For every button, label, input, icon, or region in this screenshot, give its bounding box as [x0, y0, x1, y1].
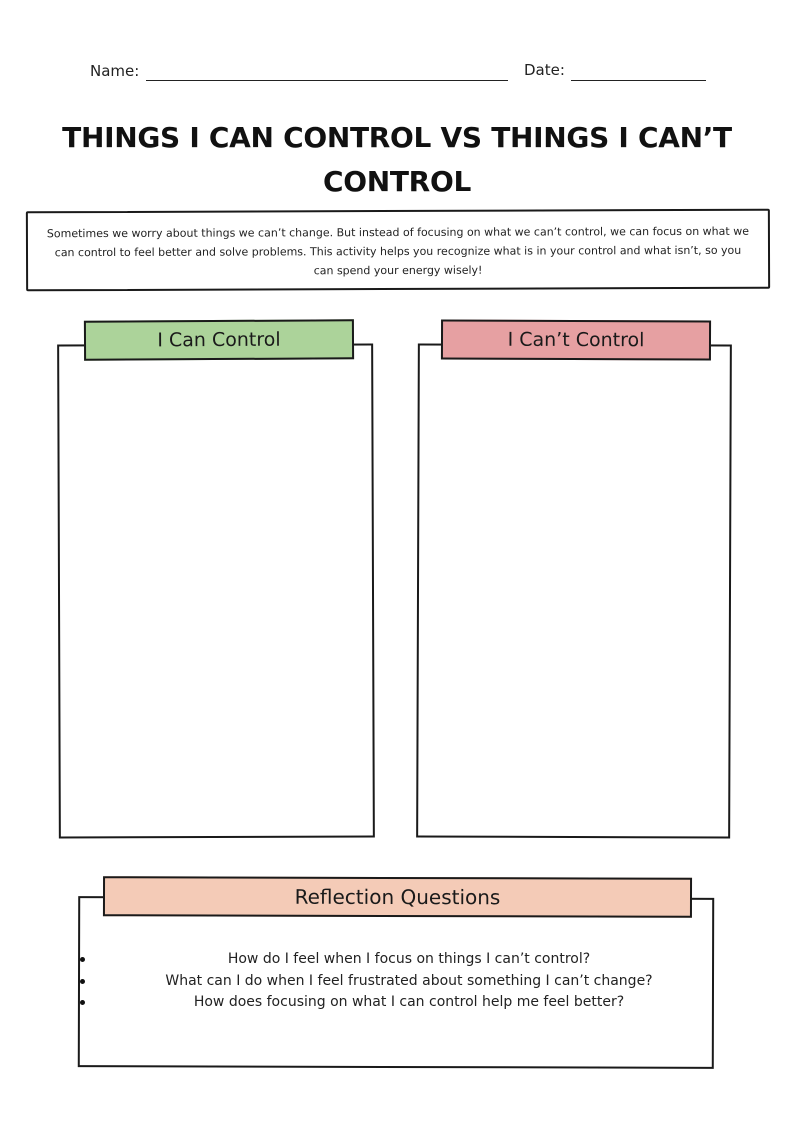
question-text: How do I feel when I focus on things I can’t control?: [227, 951, 591, 967]
intro-box: [26, 209, 770, 292]
question-text: What can I do when I feel frustrated about something I can’t change?: [165, 972, 653, 989]
cant-control-header: [441, 320, 711, 361]
reflection-questions: [78, 949, 710, 1014]
bullet-icon: [80, 957, 85, 962]
question-text: How does focusing on what I can control help me feel better?: [193, 994, 625, 1010]
can-control-area[interactable]: [57, 343, 375, 838]
name-label: Name:: [90, 62, 140, 80]
intro-text: Sometimes we worry about things we can’t change. But instead of focusing on what we can’t control, we can focus on what we can control to feel better and solve problems. This activity helps you recognize what is in your control and what isn’t, so you can spend your energy wisely!: [46, 224, 749, 278]
bullet-icon: [80, 1000, 85, 1005]
date-field[interactable]: [571, 80, 706, 81]
bullet-icon: [80, 979, 85, 984]
reflection-title: Reflection Questions: [294, 884, 501, 910]
can-control-label: I Can Control: [157, 328, 281, 352]
date-label: Date:: [524, 61, 565, 79]
cant-control-area[interactable]: [416, 343, 732, 838]
cant-control-label: I Can’t Control: [507, 328, 645, 352]
page-title: THINGS I CAN CONTROL VS THINGS I CAN’T CONTROL: [62, 121, 732, 198]
name-field[interactable]: [146, 80, 508, 81]
list-item: [78, 949, 710, 971]
reflection-header: [103, 876, 692, 918]
can-control-header: [84, 319, 354, 360]
list-item: [78, 992, 710, 1014]
list-item: [78, 971, 710, 993]
